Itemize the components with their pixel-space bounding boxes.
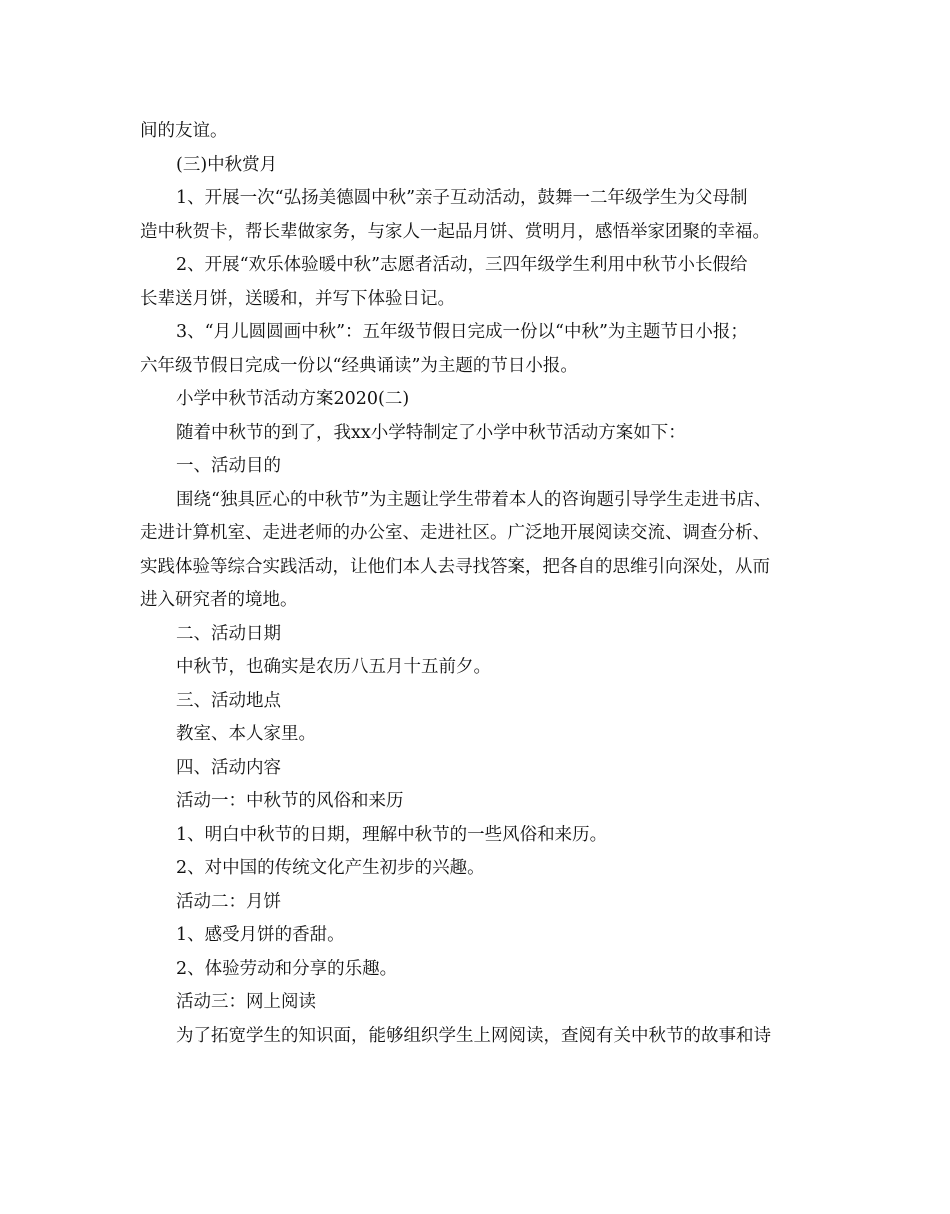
text-line: 活动二：月饼	[176, 891, 281, 912]
text-line: 1、感受月饼的香甜。	[176, 925, 345, 945]
text-line: 长辈送月饼，送暖和，并写下体验日记。	[140, 288, 455, 309]
text-line: 随着中秋节的到了，我xx小学特制定了小学中秋节活动方案如下：	[176, 422, 686, 443]
text-line: 间的友谊。	[140, 121, 228, 141]
text-line: 活动三：网上阅读	[176, 992, 316, 1012]
text-line: 3、“月儿圆圆画中秋”：五年级节假日完成一份以“中秋”为主题节日小报；	[176, 322, 748, 342]
text-line: 2、对中国的传统文化产生初步的兴趣。	[176, 858, 485, 878]
text-line: 为了拓宽学生的知识面，能够组织学生上网阅读，查阅有关中秋节的故事和诗	[176, 1025, 771, 1046]
text-line: 2、开展“欢乐体验暖中秋”志愿者活动，三四年级学生利用中秋节小长假给	[176, 255, 748, 275]
text-line: 二、活动日期	[176, 623, 281, 644]
text-line: 三、活动地点	[176, 690, 281, 711]
text-line: 活动一：中秋节的风俗和来历	[176, 791, 404, 811]
text-line: 一、活动目的	[176, 456, 281, 476]
text-line: 2、体验劳动和分享的乐趣。	[176, 958, 398, 979]
text-line: 教室、本人家里。	[176, 724, 316, 744]
text-line: 走进计算机室、走进老师的办公室、走进社区。广泛地开展阅读交流、调查分析、	[140, 523, 770, 543]
text-line: 围绕“独具匠心的中秋节”为主题让学生带着本人的咨询题引导学生走进书店、	[176, 489, 772, 510]
text-line: 造中秋贺卡，帮长辈做家务，与家人一起品月饼、赏明月，感悟举家团聚的幸福。	[140, 221, 770, 242]
text-line: 1、明白中秋节的日期，理解中秋节的一些风俗和来历。	[176, 824, 608, 845]
text-line: 小学中秋节活动方案2020(二)	[176, 389, 410, 409]
text-line: 进入研究者的境地。	[140, 590, 298, 610]
text-line: 实践体验等综合实践活动，让他们本人去寻找答案，把各自的思维引向深处，从而	[140, 556, 770, 577]
text-line: 中秋节，也确实是农历八五月十五前夕。	[176, 657, 491, 677]
text-line: (三)中秋赏月	[176, 154, 278, 175]
text-line: 四、活动内容	[176, 757, 281, 778]
text-line: 1、开展一次“弘扬美德圆中秋”亲子互动活动，鼓舞一二年级学生为父母制	[176, 188, 748, 208]
document-body	[140, 115, 820, 1053]
text-line: 六年级节假日完成一份以“经典诵读”为主题的节日小报。	[140, 355, 578, 376]
